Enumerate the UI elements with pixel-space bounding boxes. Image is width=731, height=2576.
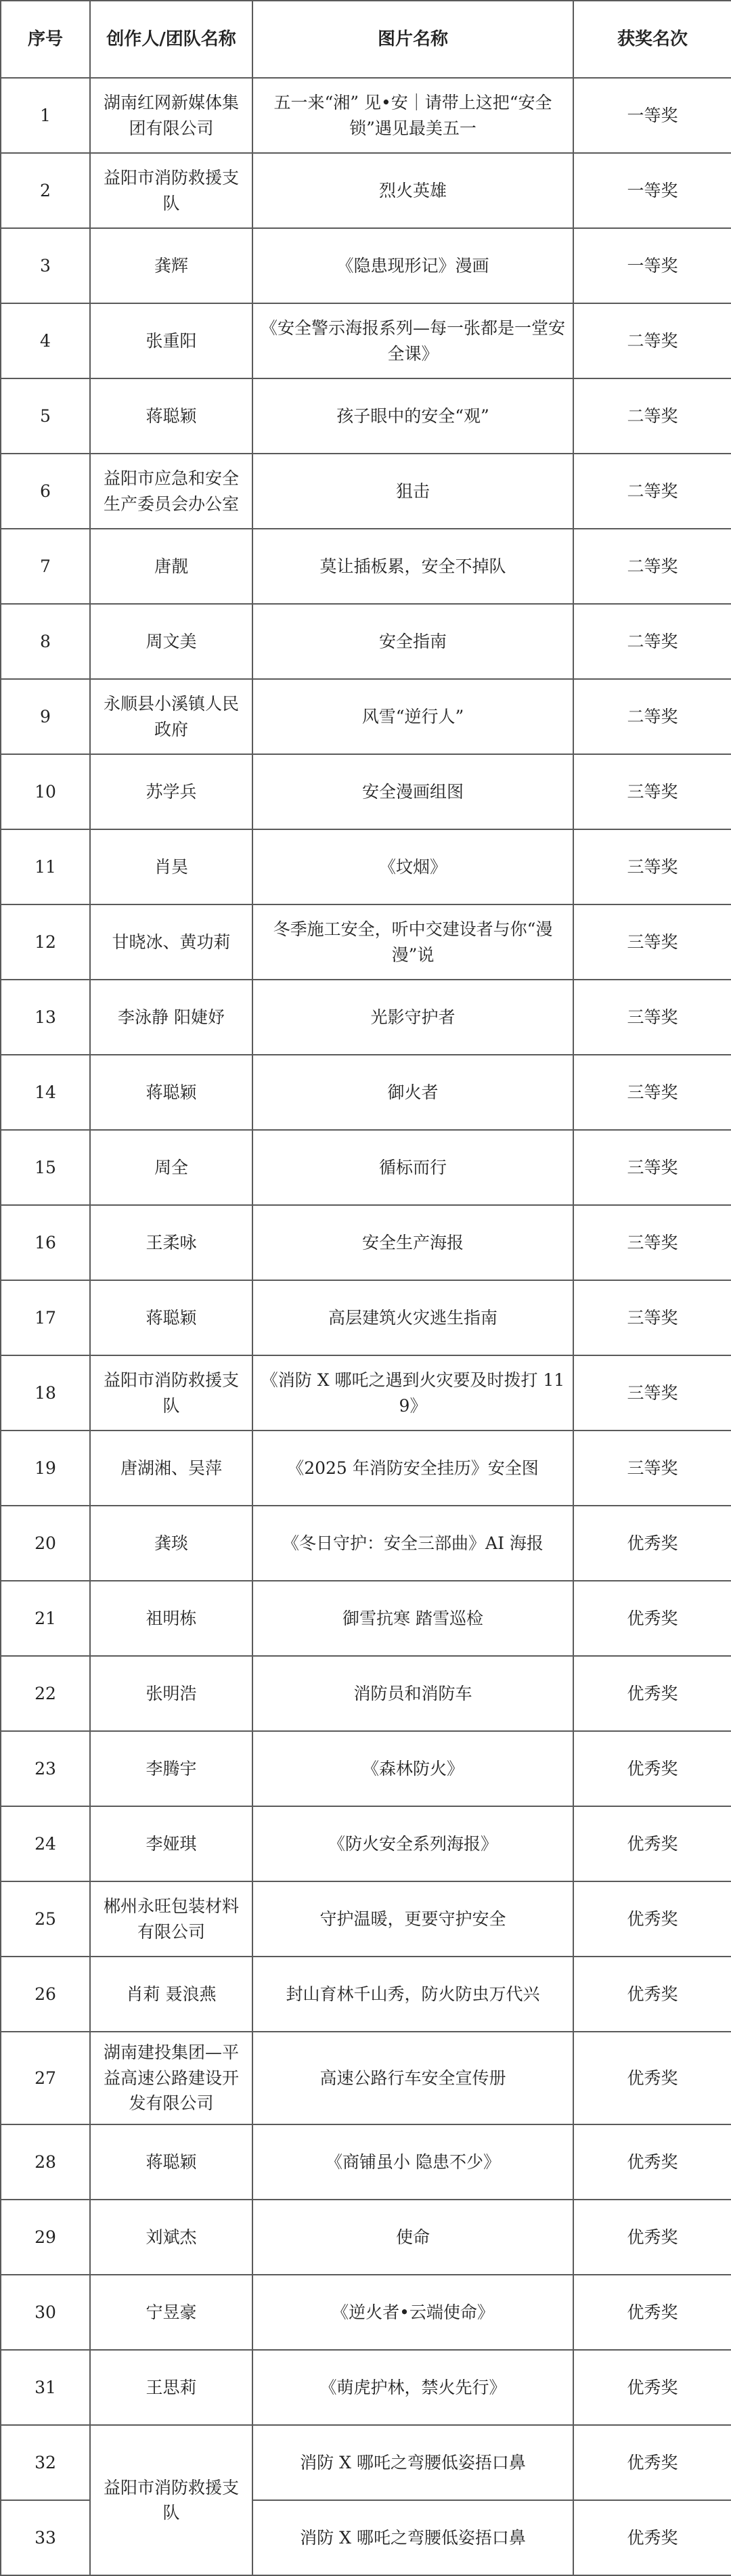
row-number: 29: [1, 2200, 90, 2275]
row-author: 张重阳: [90, 303, 252, 378]
row-number: 16: [1, 1205, 90, 1280]
table-row: [1, 2124, 731, 2200]
header-author: 创作人/团队名称: [90, 1, 252, 78]
row-award: 优秀奖: [573, 2032, 731, 2124]
row-number: 33: [1, 2500, 90, 2575]
row-number: 5: [1, 378, 90, 454]
row-author: 甘晓冰、黄功莉: [90, 904, 252, 980]
row-award: 二等奖: [573, 529, 731, 604]
row-number: 20: [1, 1506, 90, 1581]
row-title: 《防火安全系列海报》: [252, 1806, 573, 1881]
row-author: 蒋聪颖: [90, 378, 252, 454]
row-title: 《萌虎护林，禁火先行》: [252, 2350, 573, 2425]
row-award: 优秀奖: [573, 2124, 731, 2200]
row-title: 安全指南: [252, 604, 573, 679]
row-author: 龚琰: [90, 1506, 252, 1581]
row-award: 优秀奖: [573, 1881, 731, 1957]
row-author: 益阳市消防救援支队: [90, 2425, 252, 2575]
row-author: 益阳市应急和安全生产委员会办公室: [90, 454, 252, 529]
row-author: 宁昱豪: [90, 2275, 252, 2350]
row-number: 9: [1, 679, 90, 754]
row-title: 光影守护者: [252, 980, 573, 1055]
row-title: 高速公路行车安全宣传册: [252, 2032, 573, 2124]
row-author: 永顺县小溪镇人民政府: [90, 679, 252, 754]
table-row: [1, 1355, 731, 1431]
row-number: 26: [1, 1957, 90, 2032]
table-row: [1, 1280, 731, 1355]
table-row: [1, 1431, 731, 1506]
row-award: 三等奖: [573, 1280, 731, 1355]
table-row: [1, 529, 731, 604]
row-title: 《隐患现形记》漫画: [252, 228, 573, 303]
row-number: 21: [1, 1581, 90, 1656]
row-number: 28: [1, 2124, 90, 2200]
row-author: 唐靓: [90, 529, 252, 604]
row-number: 4: [1, 303, 90, 378]
row-title: 《坟烟》: [252, 829, 573, 904]
row-award: 优秀奖: [573, 2500, 731, 2575]
row-author: 肖昊: [90, 829, 252, 904]
row-author: 苏学兵: [90, 754, 252, 829]
row-number: 19: [1, 1431, 90, 1506]
row-title: 冬季施工安全，听中交建设者与你“漫漫”说: [252, 904, 573, 980]
table-row: [1, 1130, 731, 1205]
row-title: 消防 X 哪吒之弯腰低姿捂口鼻: [252, 2500, 573, 2575]
row-title: 《消防 X 哪吒之遇到火灾要及时拨打 119》: [252, 1355, 573, 1431]
table-row: [1, 303, 731, 378]
table-row: [1, 754, 731, 829]
table-row: [1, 1205, 731, 1280]
table-row: [1, 78, 731, 153]
row-author: 郴州永旺包装材料有限公司: [90, 1881, 252, 1957]
row-number: 32: [1, 2425, 90, 2500]
row-award: 一等奖: [573, 228, 731, 303]
row-author: 龚辉: [90, 228, 252, 303]
row-award: 二等奖: [573, 604, 731, 679]
row-award: 二等奖: [573, 454, 731, 529]
row-award: 优秀奖: [573, 2200, 731, 2275]
row-title: 狙击: [252, 454, 573, 529]
header-row: [1, 1, 731, 78]
row-author: 蒋聪颖: [90, 1280, 252, 1355]
row-number: 25: [1, 1881, 90, 1957]
table-row: [1, 454, 731, 529]
table-row: [1, 2032, 731, 2124]
row-author: 湖南红网新媒体集团有限公司: [90, 78, 252, 153]
row-title: 御火者: [252, 1055, 573, 1130]
row-author: 祖明栋: [90, 1581, 252, 1656]
row-title: 孩子眼中的安全“观”: [252, 378, 573, 454]
row-award: 三等奖: [573, 1205, 731, 1280]
table-row: [1, 904, 731, 980]
table-row: [1, 378, 731, 454]
row-title: 《安全警示海报系列—每一张都是一堂安全课》: [252, 303, 573, 378]
row-award: 优秀奖: [573, 2425, 731, 2500]
row-title: 封山育林千山秀，防火防虫万代兴: [252, 1957, 573, 2032]
row-title: 烈火英雄: [252, 153, 573, 228]
row-title: 《商铺虽小 隐患不少》: [252, 2124, 573, 2200]
table-row: [1, 153, 731, 228]
row-award: 优秀奖: [573, 1806, 731, 1881]
row-title: 高层建筑火灾逃生指南: [252, 1280, 573, 1355]
row-author: 李泳静 阳婕妤: [90, 980, 252, 1055]
table-row: [1, 1656, 731, 1731]
row-number: 6: [1, 454, 90, 529]
header-award: 获奖名次: [573, 1, 731, 78]
table-row: [1, 980, 731, 1055]
table-row: [1, 829, 731, 904]
table-row: [1, 1055, 731, 1130]
row-award: 三等奖: [573, 754, 731, 829]
row-title: 安全漫画组图: [252, 754, 573, 829]
row-title: 五一来“湘” 见•安｜请带上这把“安全锁”遇见最美五一: [252, 78, 573, 153]
row-author: 益阳市消防救援支队: [90, 1355, 252, 1431]
row-author: 蒋聪颖: [90, 1055, 252, 1130]
row-award: 二等奖: [573, 679, 731, 754]
row-number: 7: [1, 529, 90, 604]
row-award: 三等奖: [573, 1055, 731, 1130]
row-award: 优秀奖: [573, 1581, 731, 1656]
row-title: 安全生产海报: [252, 1205, 573, 1280]
row-award: 一等奖: [573, 78, 731, 153]
table-row: [1, 1731, 731, 1806]
row-title: 《冬日守护：安全三部曲》AI 海报: [252, 1506, 573, 1581]
row-author: 张明浩: [90, 1656, 252, 1731]
row-number: 15: [1, 1130, 90, 1205]
row-number: 22: [1, 1656, 90, 1731]
row-title: 《森林防火》: [252, 1731, 573, 1806]
row-number: 18: [1, 1355, 90, 1431]
row-number: 11: [1, 829, 90, 904]
row-award: 三等奖: [573, 904, 731, 980]
row-author: 刘斌杰: [90, 2200, 252, 2275]
row-number: 8: [1, 604, 90, 679]
table-row: [1, 679, 731, 754]
row-number: 23: [1, 1731, 90, 1806]
table-row: [1, 2350, 731, 2425]
row-award: 二等奖: [573, 303, 731, 378]
row-title: 消防员和消防车: [252, 1656, 573, 1731]
table-row: [1, 2200, 731, 2275]
row-title: 风雪“逆行人”: [252, 679, 573, 754]
table-row: [1, 1581, 731, 1656]
table-row: [1, 2275, 731, 2350]
row-title: 御雪抗寒 踏雪巡检: [252, 1581, 573, 1656]
row-number: 27: [1, 2032, 90, 2124]
row-title: 守护温暖，更要守护安全: [252, 1881, 573, 1957]
table-row: [1, 1881, 731, 1957]
row-title: 消防 X 哪吒之弯腰低姿捂口鼻: [252, 2425, 573, 2500]
row-number: 1: [1, 78, 90, 153]
row-author: 益阳市消防救援支队: [90, 153, 252, 228]
row-title: 使命: [252, 2200, 573, 2275]
table-row: [1, 228, 731, 303]
row-award: 优秀奖: [573, 2275, 731, 2350]
row-author: 王思莉: [90, 2350, 252, 2425]
table-row: [1, 604, 731, 679]
row-number: 10: [1, 754, 90, 829]
row-author: 蒋聪颖: [90, 2124, 252, 2200]
row-number: 3: [1, 228, 90, 303]
row-award: 三等奖: [573, 1355, 731, 1431]
row-number: 14: [1, 1055, 90, 1130]
row-award: 三等奖: [573, 1130, 731, 1205]
header-title: 图片名称: [252, 1, 573, 78]
header-number: 序号: [1, 1, 90, 78]
table-row: [1, 2425, 731, 2500]
row-award: 一等奖: [573, 153, 731, 228]
row-number: 13: [1, 980, 90, 1055]
row-award: 优秀奖: [573, 2350, 731, 2425]
table-row: [1, 1806, 731, 1881]
row-number: 30: [1, 2275, 90, 2350]
row-author: 湖南建投集团—平益高速公路建设开发有限公司: [90, 2032, 252, 2124]
row-award: 优秀奖: [573, 1656, 731, 1731]
row-number: 12: [1, 904, 90, 980]
row-author: 唐湖湘、吴萍: [90, 1431, 252, 1506]
row-award: 三等奖: [573, 1431, 731, 1506]
row-number: 31: [1, 2350, 90, 2425]
table-body: [1, 78, 731, 2575]
row-award: 优秀奖: [573, 1731, 731, 1806]
row-title: 莫让插板累，安全不掉队: [252, 529, 573, 604]
row-award: 优秀奖: [573, 1957, 731, 2032]
row-number: 24: [1, 1806, 90, 1881]
row-award: 三等奖: [573, 829, 731, 904]
row-title: 《2025 年消防安全挂历》安全图: [252, 1431, 573, 1506]
row-author: 周文美: [90, 604, 252, 679]
row-author: 李腾宇: [90, 1731, 252, 1806]
row-award: 三等奖: [573, 980, 731, 1055]
row-award: 二等奖: [573, 378, 731, 454]
table-row: [1, 1506, 731, 1581]
row-award: 优秀奖: [573, 1506, 731, 1581]
row-author: 肖莉 聂浪燕: [90, 1957, 252, 2032]
row-title: 《逆火者•云端使命》: [252, 2275, 573, 2350]
row-author: 周全: [90, 1130, 252, 1205]
row-number: 17: [1, 1280, 90, 1355]
row-title: 循标而行: [252, 1130, 573, 1205]
row-author: 王柔咏: [90, 1205, 252, 1280]
row-number: 2: [1, 153, 90, 228]
row-author: 李娅琪: [90, 1806, 252, 1881]
table-row: [1, 1957, 731, 2032]
